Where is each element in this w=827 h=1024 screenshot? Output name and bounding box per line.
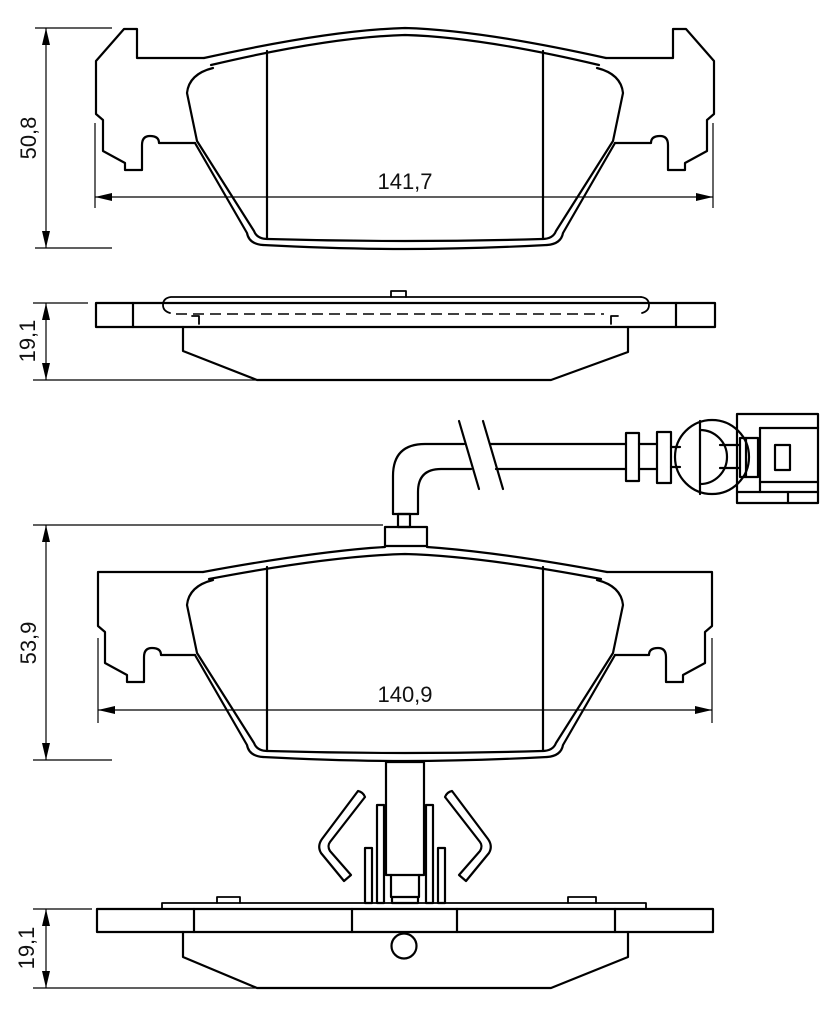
arrow-right-icon — [695, 706, 712, 714]
arrow-right-icon — [696, 193, 713, 201]
arrow-left-icon — [95, 193, 112, 201]
arrow-left-icon — [98, 706, 115, 714]
arrow-up-icon — [42, 909, 50, 926]
spring-arm-left — [319, 791, 365, 881]
arrow-down-icon — [42, 363, 50, 380]
pad1-thickness-label: 19,1 — [14, 319, 40, 363]
pad2-thickness-label: 19,1 — [13, 926, 39, 970]
pad1-height-dimension — [16, 28, 112, 248]
sensor-wire — [393, 444, 464, 514]
clip-leg — [377, 805, 384, 903]
pad2-thickness-dimension — [14, 909, 257, 988]
sensor-mount-base — [385, 527, 427, 546]
connector-latch-window — [775, 445, 790, 470]
break-mark-icon — [483, 421, 503, 489]
arrow-up-icon — [42, 303, 50, 320]
arrow-down-icon — [42, 231, 50, 248]
spring-arm-right — [445, 791, 491, 881]
clip-leg — [438, 848, 445, 903]
pad1-front-view — [96, 28, 714, 249]
arrow-up-icon — [42, 525, 50, 542]
sensor-hole — [392, 934, 417, 959]
pad1-height-label: 50,8 — [15, 116, 41, 160]
pad2-height-label: 53,9 — [15, 621, 41, 665]
clip-leg — [365, 848, 372, 903]
pad2-front-view — [98, 514, 712, 761]
pad2-width-dimension — [98, 638, 712, 723]
wire-flange — [657, 432, 671, 483]
sensor-mount-neck — [398, 514, 410, 527]
arrow-down-icon — [42, 971, 50, 988]
pad1-side-view — [96, 291, 715, 380]
wire-flange — [626, 433, 639, 481]
break-mark-icon — [459, 421, 479, 489]
pad1-width-dimension — [95, 123, 713, 208]
pad1-width-label: 141,7 — [377, 169, 433, 194]
clip-leg — [426, 805, 433, 903]
retaining-spring-clip — [319, 762, 491, 903]
arrow-up-icon — [42, 28, 50, 45]
wear-sensor — [393, 414, 818, 514]
pad2-width-label: 140,9 — [377, 682, 433, 707]
arrow-down-icon — [42, 743, 50, 760]
clip-center-post — [386, 762, 424, 875]
pad2-side-view — [97, 897, 713, 988]
